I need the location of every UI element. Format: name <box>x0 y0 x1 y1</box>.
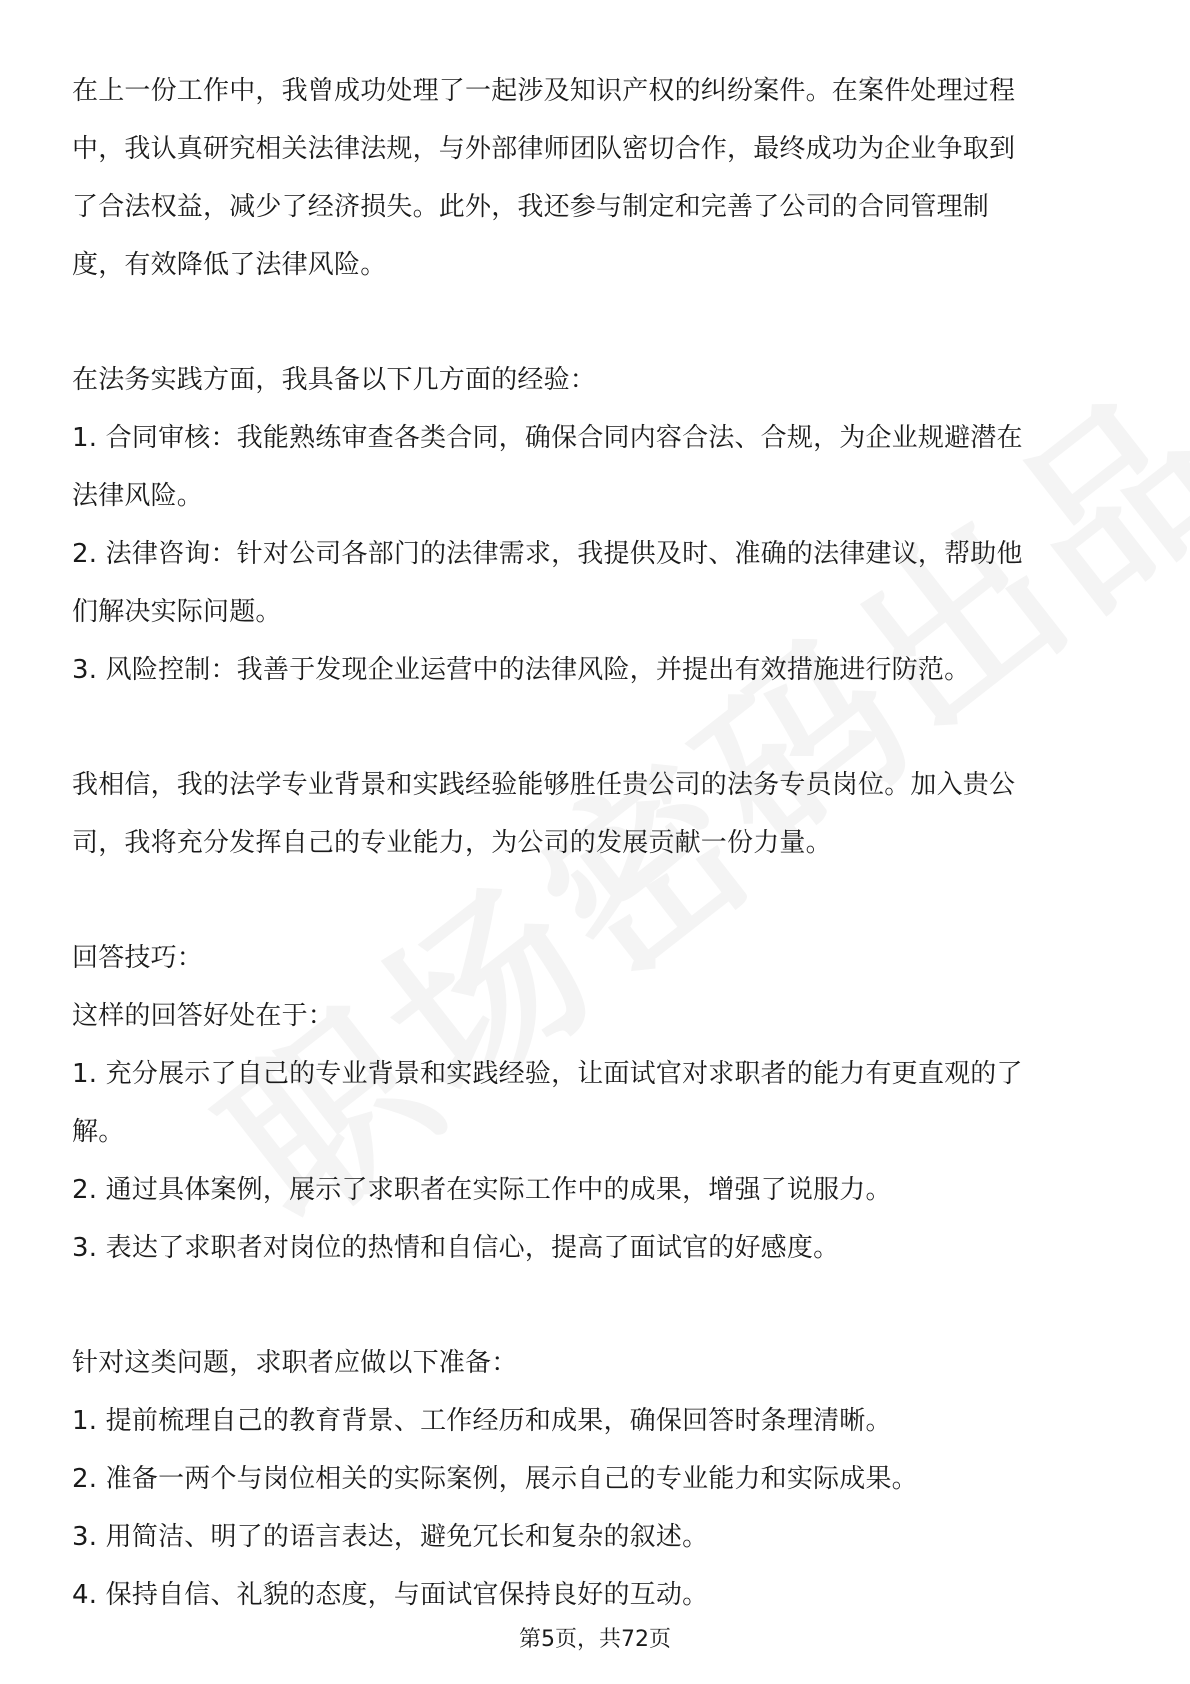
page-number: 第5页，共72页 <box>519 1627 671 1652</box>
text-line: 在法务实践方面，我具备以下几方面的经验： <box>72 365 597 395</box>
list-item-continuation: 法律风险。 <box>72 481 204 511</box>
list-item: 1. 提前梳理自己的教育背景、工作经历和成果，确保回答时条理清晰。 <box>72 1406 892 1436</box>
text-line: 我相信，我的法学专业背景和实践经验能够胜任贵公司的法务专员岗位。加入贵公 <box>72 770 1016 800</box>
paragraph-practice <box>72 351 1122 699</box>
list-item: 1. 充分展示了自己的专业背景和实践经验，让面试官对求职者的能力有更直观的了 <box>72 1059 1023 1089</box>
paragraph-gap <box>72 294 1122 351</box>
text-line: 在上一份工作中，我曾成功处理了一起涉及知识产权的纠纷案件。在案件处理过程 <box>72 76 1016 106</box>
list-item: 1. 合同审核：我能熟练审查各类合同，确保合同内容合法、合规，为企业规避潜在 <box>72 423 1023 453</box>
paragraph-experience <box>72 62 1122 294</box>
text-line: 这样的回答好处在于： <box>72 1001 335 1031</box>
paragraph-gap <box>72 699 1122 756</box>
text-line: 中，我认真研究相关法律法规，与外部律师团队密切合作，最终成功为企业争取到 <box>72 134 1016 164</box>
text-line: 司，我将充分发挥自己的专业能力，为公司的发展贡献一份力量。 <box>72 828 832 858</box>
text-line: 度，有效降低了法律风险。 <box>72 250 387 280</box>
paragraph-gap <box>72 1277 1122 1334</box>
list-item: 3. 表达了求职者对岗位的热情和自信心，提高了面试官的好感度。 <box>72 1233 840 1263</box>
list-item: 3. 风险控制：我善于发现企业运营中的法律风险，并提出有效措施进行防范。 <box>72 655 971 685</box>
paragraph-gap <box>72 872 1122 929</box>
paragraph-conclusion <box>72 756 1122 872</box>
paragraph-preparation <box>72 1334 1122 1624</box>
list-item-continuation: 解。 <box>72 1117 125 1147</box>
document-body <box>72 62 1122 1624</box>
list-item: 4. 保持自信、礼貌的态度，与面试官保持良好的互动。 <box>72 1580 709 1610</box>
list-item-continuation: 们解决实际问题。 <box>72 597 282 627</box>
list-item: 3. 用简洁、明了的语言表达，避免冗长和复杂的叙述。 <box>72 1522 709 1552</box>
paragraph-tips <box>72 929 1122 1277</box>
list-item: 2. 准备一两个与岗位相关的实际案例，展示自己的专业能力和实际成果。 <box>72 1464 918 1494</box>
text-line: 针对这类问题，求职者应做以下准备： <box>72 1348 518 1378</box>
section-heading: 回答技巧： <box>72 943 204 973</box>
list-item: 2. 法律咨询：针对公司各部门的法律需求，我提供及时、准确的法律建议，帮助他 <box>72 539 1023 569</box>
list-item: 2. 通过具体案例，展示了求职者在实际工作中的成果，增强了说服力。 <box>72 1175 892 1205</box>
text-line: 了合法权益，减少了经济损失。此外，我还参与制定和完善了公司的合同管理制 <box>72 192 990 222</box>
